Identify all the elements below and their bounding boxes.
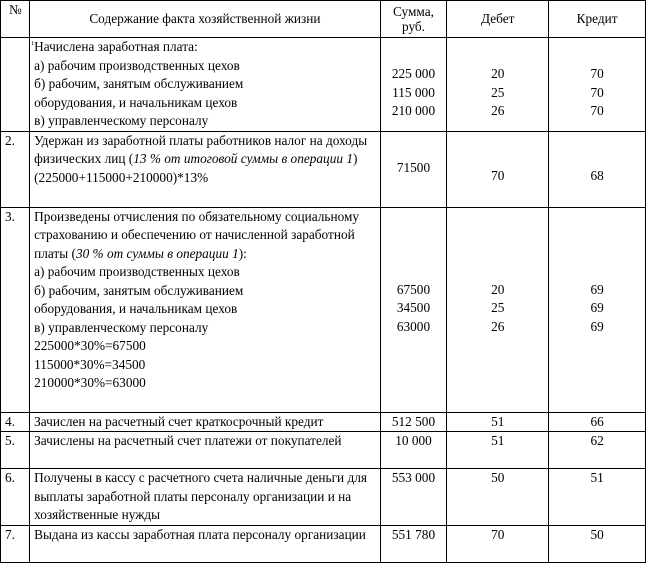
row-description: Выдана из кассы заработная плата персоналу организации (30, 525, 381, 562)
row-text-part: Произведены отчисления по обязательному социальному страхованию и обеспечению от начисленной заработной платы ( (34, 208, 360, 261)
sum-value: 115 000 (392, 84, 435, 100)
row-line: оборудования, и начальникам цехов (34, 94, 238, 110)
debit-value: 25 (491, 300, 505, 315)
header-credit: Кредит (549, 1, 646, 38)
sum-value: 225 000 (391, 66, 436, 81)
sum-value: 63000 (396, 318, 431, 334)
row-formula: (225000+115000+210000)*13% (34, 169, 209, 185)
credit-value: 70 (590, 66, 604, 81)
row-number: 7. (1, 525, 30, 562)
debit-value: 26 (491, 103, 505, 118)
sum-value: 34500 (396, 300, 431, 315)
row-text (34, 208, 376, 264)
header-sum (380, 1, 447, 38)
table-row (1, 131, 646, 207)
row-number: 6. (1, 469, 30, 526)
table-row (1, 469, 646, 526)
row-sum: 512 500 (380, 412, 447, 432)
row-credit: 62 (549, 432, 646, 469)
header-row (1, 1, 646, 38)
row-number: 5. (1, 432, 30, 469)
row-debit: 70 (447, 525, 549, 562)
row-debit (447, 38, 549, 132)
row-calc: 225000*30%=67500 (34, 338, 146, 353)
header-sum-line1: Сумма, (393, 4, 434, 19)
sum-value: 67500 (396, 281, 431, 297)
credit-value: 70 (590, 103, 604, 118)
row-credit (549, 38, 646, 132)
row-description: Зачислен на расчетный счет краткосрочный кредит (30, 412, 381, 432)
header-description: Содержание факта хозяйственной жизни (30, 1, 381, 38)
row-debit: 70 (447, 131, 549, 207)
row-line: б) рабочим, занятым обслуживанием (34, 76, 244, 91)
row-line: оборудования, и начальникам цехов (34, 301, 238, 316)
table-row (1, 525, 646, 562)
debit-value: 26 (491, 318, 505, 334)
row-debit: 51 (447, 432, 549, 469)
row-number: 2. (1, 131, 30, 207)
table-row (1, 432, 646, 469)
table-row (1, 207, 646, 412)
row-sum: 71500 (380, 131, 447, 207)
header-debit: Дебет (447, 1, 549, 38)
row-text-italic: 30 % от суммы в операции 1 (75, 245, 239, 261)
row-number: 1 (1, 38, 30, 132)
row-debit (447, 207, 549, 412)
credit-value: 69 (590, 318, 604, 334)
row-line: в) управленческому персоналу (34, 319, 209, 335)
row-description: Зачислены на расчетный счет платежи от покупателей (30, 432, 381, 469)
debit-value: 25 (491, 84, 505, 100)
credit-value: 69 (590, 281, 604, 297)
row-number: 3. (1, 207, 30, 412)
header-sum-line2: руб. (401, 19, 426, 34)
row-text-part: Удержан из заработной платы работников налог на доходы физических лиц ( (34, 132, 368, 166)
row-debit: 51 (447, 412, 549, 432)
row-line: б) рабочим, занятым обслуживанием (34, 282, 244, 298)
debit-value: 20 (491, 66, 505, 81)
sum-value: 210 000 (391, 103, 436, 118)
row-line: в) управленческому персоналу (34, 113, 209, 128)
debit-value: 20 (491, 281, 505, 297)
row-line: а) рабочим производственных цехов (34, 264, 240, 279)
row-calc: 115000*30%=34500 (34, 356, 146, 372)
row-text (34, 132, 376, 169)
row-calc: 210000*30%=63000 (34, 375, 146, 390)
header-num: № (1, 1, 30, 38)
row-credit: 51 (549, 469, 646, 526)
row-title: Начислена заработная плата: (34, 39, 198, 54)
row-text-part: ): (238, 245, 247, 261)
row-sum: 10 000 (380, 432, 447, 469)
row-credit: 50 (549, 525, 646, 562)
table-row (1, 412, 646, 432)
credit-value: 70 (590, 84, 604, 100)
row-description (30, 131, 381, 207)
row-credit: 68 (549, 131, 646, 207)
row-sum: 551 780 (380, 525, 447, 562)
row-description (30, 207, 381, 412)
row-line: а) рабочим производственных цехов (34, 57, 240, 73)
row-text-italic: 13 % от итоговой суммы в операции 1 (133, 151, 353, 166)
row-description (30, 38, 381, 132)
table-row (1, 38, 646, 132)
row-debit: 50 (447, 469, 549, 526)
row-description: Получены в кассу с расчетного счета наличные деньги для выплаты заработной платы персоналу организации и на хозяйственные нужды (30, 469, 381, 526)
row-number: 4. (1, 412, 30, 432)
credit-value: 69 (590, 300, 604, 315)
row-text-part: ) (352, 151, 358, 166)
row-sum: 553 000 (380, 469, 447, 526)
row-credit (549, 207, 646, 412)
row-credit: 66 (549, 412, 646, 432)
row-sum (380, 38, 447, 132)
row-sum (380, 207, 447, 412)
